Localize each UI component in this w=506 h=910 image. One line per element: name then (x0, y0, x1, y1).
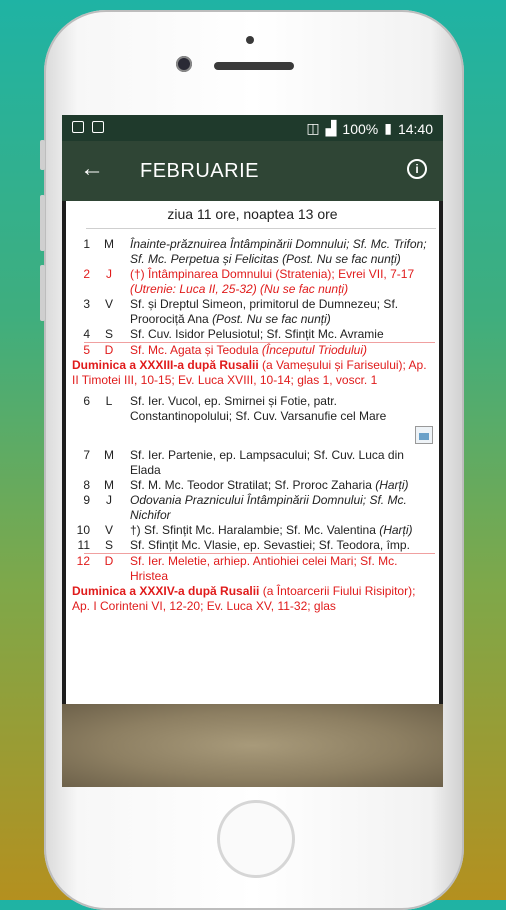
back-arrow-icon[interactable]: ← (80, 155, 104, 182)
day-note: (Utrenie: Luca II, 25-32) (Nu se fac nunți) (130, 282, 349, 296)
day-text: Sf. Cuv. Isidor Pelusiotul; Sf. Sfințit Mc. Avramie (130, 327, 384, 341)
day-number: 3 (83, 297, 90, 311)
weekday: D (104, 343, 114, 357)
day-text: Sf. Ier. Partenie, ep. Lampsacului; Sf. Cuv. Luca din Elada (130, 448, 404, 477)
day-text: Sf. și Dreptul Simeon, primitorul de Dumnezeu; Sf. Proorociță Ana (130, 297, 399, 326)
weekday: J (106, 493, 112, 507)
day-note: (Harți) (375, 478, 409, 492)
front-camera (176, 56, 192, 72)
day-note: (Post. Nu se fac nunți) (282, 252, 401, 266)
calendar-row[interactable] (66, 297, 439, 327)
day-number: 7 (83, 448, 90, 462)
weekday: V (104, 297, 113, 311)
phone-screen (62, 115, 443, 787)
weekday: M (104, 237, 114, 251)
info-icon[interactable]: i (407, 159, 427, 179)
mute-switch (40, 140, 45, 170)
weekday: J (106, 267, 112, 281)
calendar-row[interactable] (66, 267, 439, 297)
vibrate-icon: ◫ (306, 120, 320, 136)
sunday-title: Duminica a XXXIV-a după Rusalii (72, 584, 260, 598)
day-note: (Post. Nu se fac nunți) (212, 312, 331, 326)
clock: 14:40 (397, 120, 433, 137)
day-number: 4 (83, 327, 90, 341)
home-button[interactable] (217, 800, 295, 878)
month-title: FEBRUARIE (140, 160, 259, 182)
day-text: †) Sf. Sfințit Mc. Haralambie; Sf. Mc. Valentina (130, 523, 380, 537)
day-note: (Începutul Triodului) (261, 343, 368, 357)
sunday-details: (a Întoarcerii Fiului Risipitor); Ap. I Corinteni VI, 12-20; Ev. Luca XV, 11-32; glas (72, 584, 416, 613)
image-row (66, 424, 439, 448)
day-number: 2 (83, 267, 90, 281)
calendar-row[interactable] (66, 523, 439, 538)
day-number: 6 (83, 394, 90, 408)
broken-image-icon (415, 426, 433, 444)
calendar-content[interactable] (66, 201, 439, 704)
sunday-reading (66, 584, 439, 614)
sunday-details: (a Vameșului și Fariseului); Ap. II Timotei III, 10-15; Ev. Luca XVIII, 10-14; glas 1, voscr. 1 (72, 358, 427, 387)
calendar-row[interactable] (66, 448, 439, 478)
divider (86, 228, 436, 229)
battery-icon: ▮ (384, 120, 392, 136)
day-number: 10 (76, 523, 90, 537)
calendar-row[interactable] (66, 237, 439, 267)
signal-icon: ▟ (325, 120, 337, 136)
calendar-row[interactable] (66, 493, 439, 523)
day-text: Sf. Ier. Meletie, arhiep. Antiohiei celei Mari; Sf. Mc. Hristea (130, 554, 398, 583)
day-number: 1 (83, 237, 90, 251)
day-text: Sf. Ier. Vucol, ep. Smirnei și Fotie, patr. Constantinopolului; Sf. Cuv. Varsanufie cel Mare (130, 394, 387, 423)
weekday: M (104, 478, 114, 492)
calendar-row[interactable] (66, 478, 439, 493)
earpiece-speaker (214, 62, 294, 70)
calendar-row[interactable] (66, 554, 439, 584)
sunday-title: Duminica a XXXIII-a după Rusalii (72, 358, 259, 372)
day-text: (†) Întâmpinarea Domnului (Stratenia); Evrei VII, 7-17 (130, 267, 415, 281)
battery-percent: 100% (342, 120, 379, 137)
day-note: (Harți) (379, 523, 413, 537)
calendar-list (66, 237, 439, 614)
day-number: 9 (83, 493, 90, 507)
day-text: Înainte-prăznuirea Întâmpinării Domnului; Sf. Mc. Trifon; Sf. Mc. Perpetua și Felicitas (130, 237, 427, 266)
day-text: Odovania Praznicului Întâmpinării Domnului; Sf. Mc. Nichifor (130, 493, 407, 522)
status-bar (62, 115, 443, 141)
day-number: 11 (77, 538, 90, 552)
day-length: ziua 11 ore, noaptea 13 ore (167, 206, 338, 222)
day-number: 12 (76, 554, 90, 568)
volume-down-button (40, 265, 45, 321)
weekday: S (104, 327, 113, 341)
day-text: Sf. M. Mc. Teodor Stratilat; Sf. Proroc Zaharia (130, 478, 376, 492)
sunday-reading (66, 358, 439, 388)
front-sensor (246, 36, 254, 44)
calendar-row[interactable] (66, 394, 439, 424)
store-notification-icon (92, 121, 104, 133)
parchment-background (62, 704, 443, 787)
day-number: 5 (83, 343, 90, 357)
app-bar (62, 141, 443, 201)
weekday: L (105, 394, 113, 408)
calendar-row[interactable] (66, 538, 439, 553)
calendar-row[interactable] (66, 327, 439, 342)
day-text: Sf. Sfințit Mc. Vlasie, ep. Sevastiei; Sf. Teodora, împ. (130, 538, 410, 552)
day-number: 8 (83, 478, 90, 492)
weekday: V (104, 523, 113, 537)
calendar-row[interactable] (66, 343, 439, 358)
gallery-notification-icon (72, 121, 84, 133)
day-text: Sf. Mc. Agata și Teodula (130, 343, 262, 357)
weekday: S (104, 538, 113, 552)
volume-up-button (40, 195, 45, 251)
weekday: M (104, 448, 114, 462)
weekday: D (104, 554, 114, 568)
